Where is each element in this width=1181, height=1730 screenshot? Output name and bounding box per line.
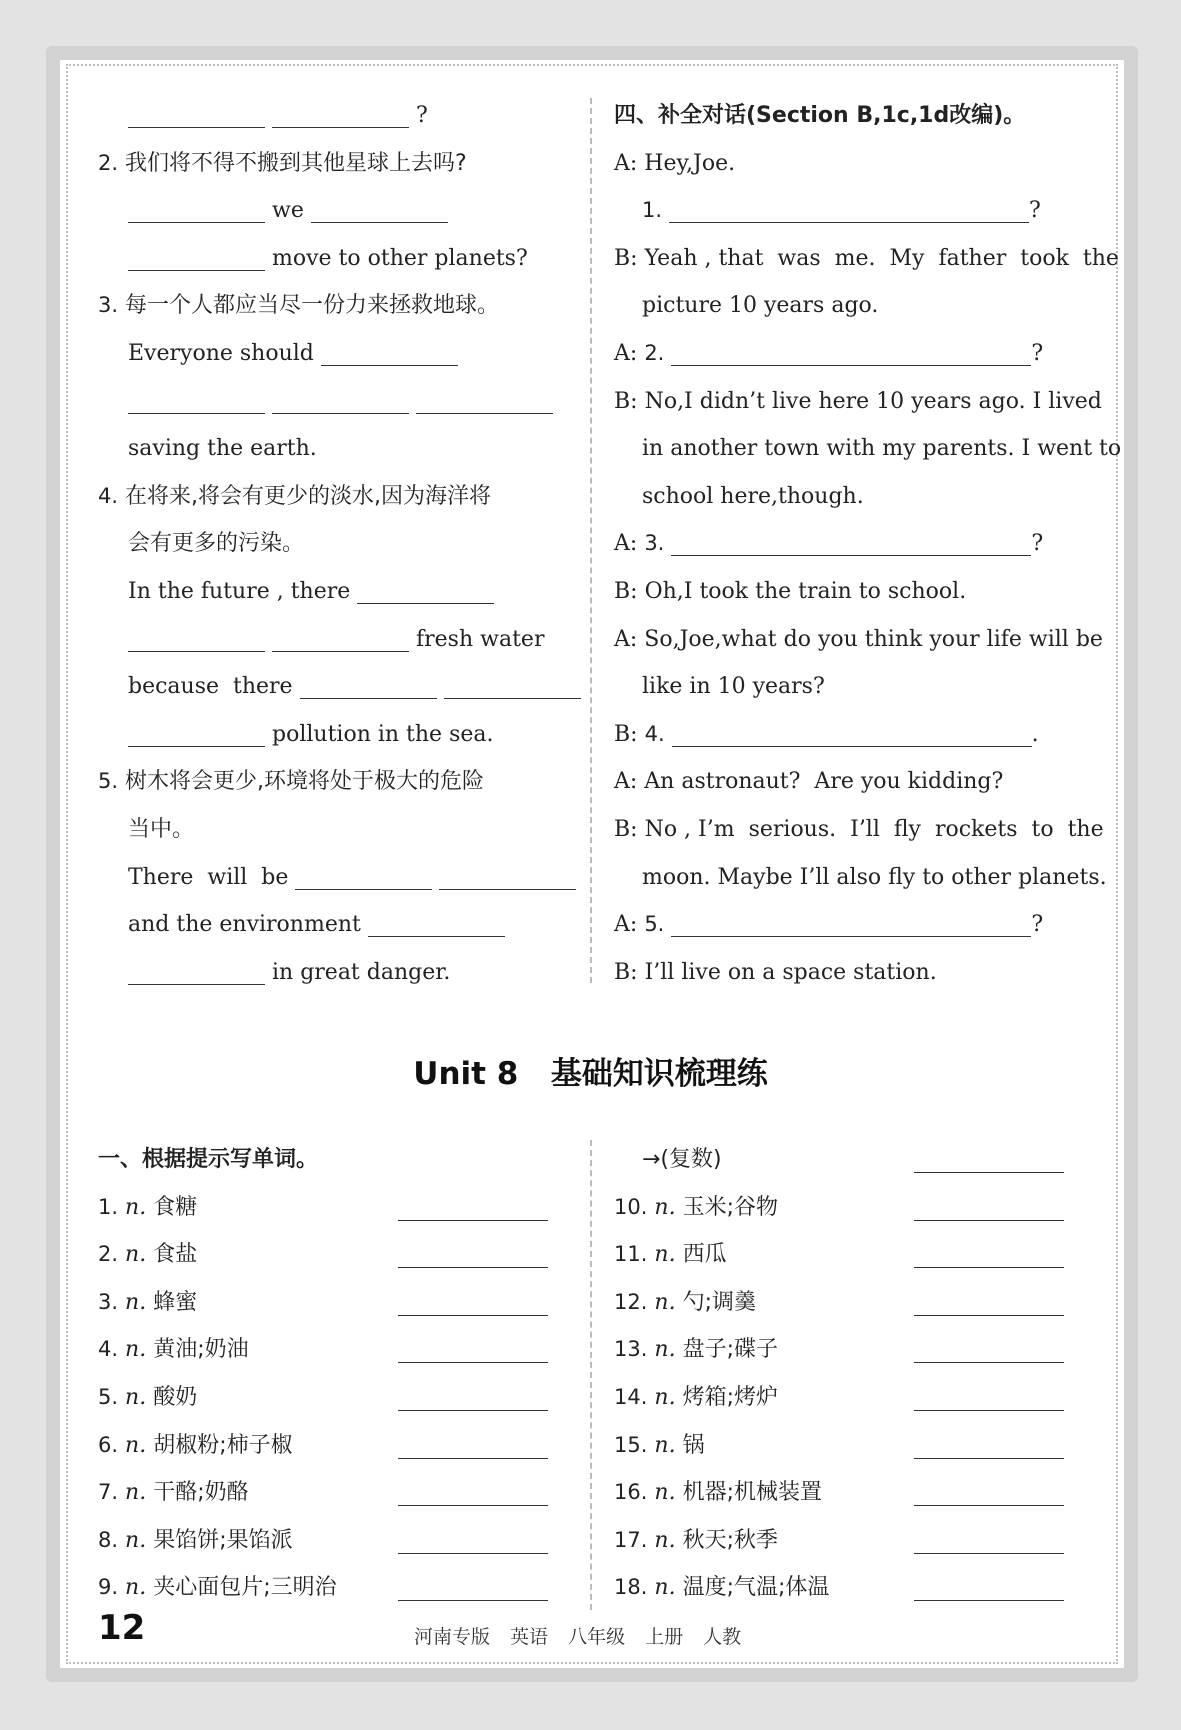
answer-blank[interactable]: [272, 97, 409, 128]
q4-english-line4: pollution in the sea.: [98, 711, 568, 759]
q5-english-line2: and the environment: [98, 901, 568, 949]
dialogue-line: A: An astronaut? Are you kidding?: [614, 769, 1004, 795]
q4-chinese-line1: 4. 在将来,将会有更少的淡水,因为海洋将: [98, 483, 492, 509]
dialogue-line: B: No , I’m serious. I’ll fly rockets to the: [614, 816, 1104, 842]
dialogue-line: moon. Maybe I’ll also fly to other planets.: [642, 864, 1107, 890]
q2-english-line1: we: [98, 187, 568, 235]
q4-english-line1: In the future , there: [98, 568, 568, 616]
vocab-list-right: [614, 1136, 1064, 1612]
vocab-item: 10. n. 玉米;谷物: [614, 1184, 1064, 1232]
vocab-item: 16. n. 机器;机械装置: [614, 1469, 1064, 1517]
vocab-item: 18. n. 温度;气温;体温: [614, 1564, 1064, 1612]
vocab-heading: 一、根据提示写单词。: [98, 1147, 319, 1172]
column-divider-bottom: [590, 1140, 592, 1610]
answer-blank[interactable]: [398, 1432, 548, 1459]
answer-blank[interactable]: [914, 1384, 1064, 1411]
q4-english-line2: fresh water: [98, 616, 568, 664]
dialogue-line: B: No,I didn’t live here 10 years ago. I lived: [614, 388, 1102, 414]
dialogue-line: B: Yeah , that was me. My father took the: [614, 245, 1119, 271]
q3-english-line2: [98, 378, 568, 426]
q4-english-line3: because there: [98, 663, 568, 711]
vocab-item: 8. n. 果馅饼;果馅派: [98, 1517, 548, 1565]
answer-blank[interactable]: [128, 383, 265, 414]
q3-chinese: 3. 每一个人都应当尽一份力来拯救地球。: [98, 293, 500, 319]
answer-blank[interactable]: [272, 621, 409, 652]
vocab-item-plural: →(复数): [614, 1136, 1064, 1184]
answer-blank[interactable]: [398, 1479, 548, 1506]
answer-blank[interactable]: [398, 1241, 548, 1268]
q5-chinese-line1: 5. 树木将会更少,环境将处于极大的危险: [98, 769, 485, 795]
answer-blank[interactable]: [671, 906, 1031, 937]
vocab-item: 17. n. 秋天;秋季: [614, 1517, 1064, 1565]
answer-blank[interactable]: [914, 1241, 1064, 1268]
answer-blank[interactable]: [671, 335, 1031, 366]
dialogue-blank-3: A: 3. ?: [614, 520, 1084, 568]
answer-blank[interactable]: [398, 1527, 548, 1554]
dialogue-line: B: I’ll live on a space station.: [614, 959, 937, 985]
q3-english-line1: Everyone should: [98, 330, 568, 378]
unit-title: Unit 8 基础知识梳理练: [413, 1056, 768, 1092]
vocab-item: 11. n. 西瓜: [614, 1231, 1064, 1279]
answer-blank[interactable]: [439, 859, 576, 890]
page-number: 12: [98, 1608, 146, 1648]
vocab-item: 4. n. 黄油;奶油: [98, 1326, 548, 1374]
dialogue-heading: 四、补全对话(Section B,1c,1d改编)。: [614, 103, 1026, 128]
answer-blank[interactable]: [672, 716, 1032, 747]
answer-blank[interactable]: [321, 335, 458, 366]
footer-text: 河南专版 英语 八年级 上册 人教: [414, 1626, 742, 1648]
answer-blank[interactable]: [914, 1574, 1064, 1601]
answer-blank[interactable]: [671, 525, 1031, 556]
answer-blank[interactable]: [914, 1479, 1064, 1506]
vocab-item: 1. n. 食糖: [98, 1184, 548, 1232]
dialogue-blank-4: B: 4. .: [614, 711, 1084, 759]
dialogue-line: like in 10 years?: [642, 674, 825, 700]
answer-blank[interactable]: [914, 1336, 1064, 1363]
answer-blank[interactable]: [295, 859, 432, 890]
answer-blank[interactable]: [128, 97, 265, 128]
vocab-item: 2. n. 食盐: [98, 1231, 548, 1279]
answer-blank[interactable]: [444, 668, 581, 699]
dialogue-line: picture 10 years ago.: [642, 293, 879, 319]
answer-blank[interactable]: [128, 192, 265, 223]
vocab-item: 6. n. 胡椒粉;柿子椒: [98, 1422, 548, 1470]
answer-blank[interactable]: [914, 1289, 1064, 1316]
answer-blank[interactable]: [128, 621, 265, 652]
answer-blank[interactable]: [914, 1432, 1064, 1459]
vocab-item: 3. n. 蜂蜜: [98, 1279, 548, 1327]
q5-english-line1: There will be: [98, 854, 568, 902]
answer-blank[interactable]: [398, 1574, 548, 1601]
answer-blank[interactable]: [398, 1336, 548, 1363]
answer-blank[interactable]: [128, 954, 265, 985]
dialogue-exercise: [614, 92, 1122, 996]
answer-blank[interactable]: [669, 192, 1029, 223]
dialogue-line: school here,though.: [642, 483, 864, 509]
q1-continued: ?: [98, 92, 568, 140]
dialogue-line: B: Oh,I took the train to school.: [614, 578, 967, 604]
vocab-item: 7. n. 干酪;奶酪: [98, 1469, 548, 1517]
vocab-item: 15. n. 锅: [614, 1422, 1064, 1470]
q2-chinese: 2. 我们将不得不搬到其他星球上去吗?: [98, 150, 467, 176]
dialogue-blank-1: 1. ?: [614, 187, 1084, 235]
vocab-item: 5. n. 酸奶: [98, 1374, 548, 1422]
answer-blank[interactable]: [398, 1289, 548, 1316]
vocab-item: 9. n. 夹心面包片;三明治: [98, 1564, 548, 1612]
answer-blank[interactable]: [311, 192, 448, 223]
answer-blank[interactable]: [128, 240, 265, 271]
answer-blank[interactable]: [416, 383, 553, 414]
answer-blank[interactable]: [914, 1194, 1064, 1221]
answer-blank[interactable]: [914, 1527, 1064, 1554]
column-divider-top: [590, 98, 592, 983]
answer-blank[interactable]: [128, 716, 265, 747]
dialogue-blank-5: A: 5. ?: [614, 901, 1084, 949]
dialogue-blank-2: A: 2. ?: [614, 330, 1084, 378]
vocab-item: 13. n. 盘子;碟子: [614, 1326, 1064, 1374]
dialogue-line: A: Hey,Joe.: [614, 150, 736, 176]
q5-chinese-line2: 当中。: [128, 816, 195, 842]
q2-english-line2: move to other planets?: [98, 235, 568, 283]
q3-english-line3: saving the earth.: [128, 436, 317, 462]
answer-blank[interactable]: [368, 906, 505, 937]
vocab-item: 14. n. 烤箱;烤炉: [614, 1374, 1064, 1422]
answer-blank[interactable]: [914, 1146, 1064, 1173]
dialogue-line: A: So,Joe,what do you think your life will be: [614, 626, 1103, 652]
answer-blank[interactable]: [272, 383, 409, 414]
dialogue-line: in another town with my parents. I went to: [642, 436, 1122, 462]
answer-blank[interactable]: [398, 1194, 548, 1221]
vocab-item: 12. n. 勺;调羹: [614, 1279, 1064, 1327]
vocab-list-left: [98, 1136, 548, 1612]
answer-blank[interactable]: [357, 573, 494, 604]
q5-english-line3: in great danger.: [98, 949, 568, 997]
answer-blank[interactable]: [300, 668, 437, 699]
translation-exercise: [98, 92, 568, 996]
answer-blank[interactable]: [398, 1384, 548, 1411]
q4-chinese-line2: 会有更多的污染。: [128, 531, 305, 557]
